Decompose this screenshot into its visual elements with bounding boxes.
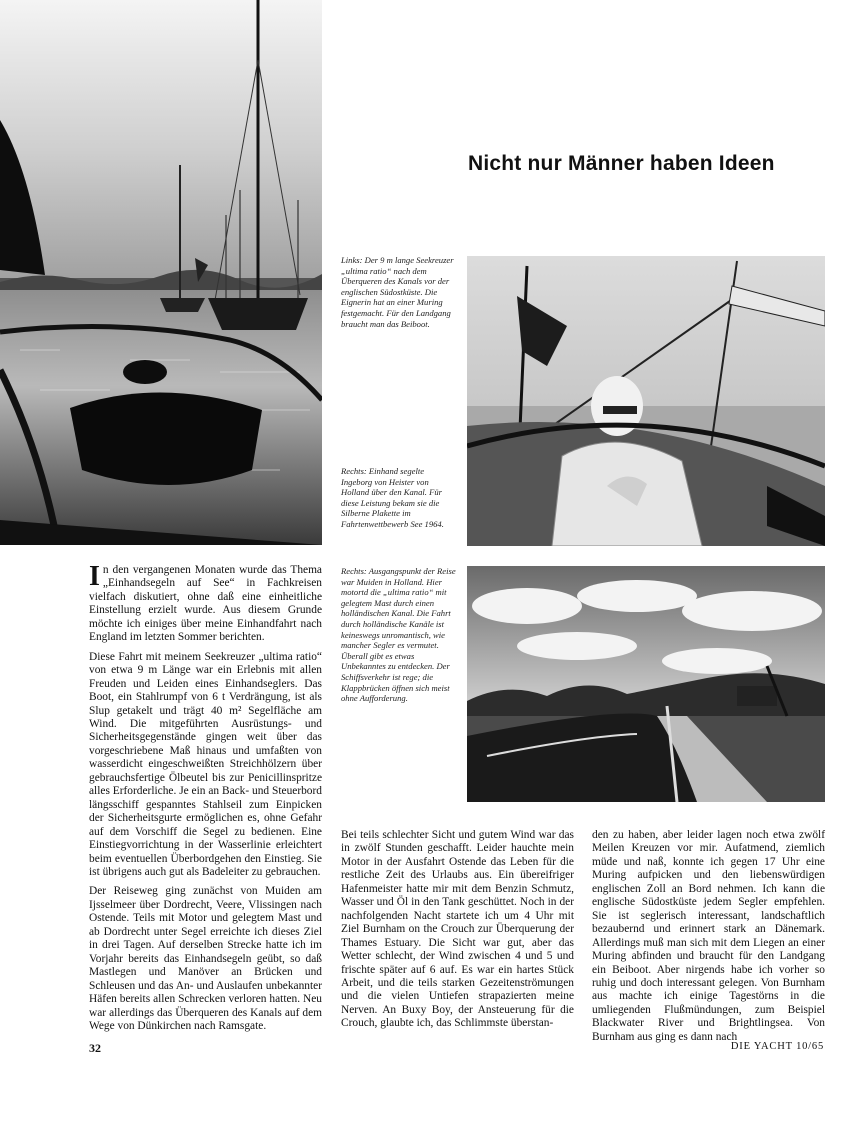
page-number: 32 <box>89 1041 101 1055</box>
sailor-portrait-photo <box>467 256 825 546</box>
article-paragraph: Diese Fahrt mit meinem Seekreuzer „ultima ratio“ von etwa 9 m Länge war ein Erlebnis mit allen Freuden und Leiden eines Einhandseglers. Das Boot, ein Stahlrumpf von 6 t Verdrängung, ist als Slup getakelt und trägt 40 m² Segelfläche am Wind. Die mitgeführten Ausrüstungs- und Sicherheitsgegenstände gingen weit über das vorgeschriebene Maß hinaus und umfaßten von wasserdicht eingeschweißten Streichhölzern über gebrauchsfertige Ölbeutel bis zur Penicillinspritze alles Erforderliche. Je ein an Back- und Steuerbord längsschiff gespanntes Stahlseil zum Einpicken der Sicherheitsgurte ermöglichen es, ohne Gefahr auf dem Vorschiff die Segel zu bedienen. Eine Einstiegvorrichtung in der Wasserlinie erleichtert beim eventuellen Überbordgehen den Einstieg. Sie ist übrigens auch gut als Badeleiter zu gebrauchen. <box>89 650 322 878</box>
canal-photo <box>467 566 825 802</box>
article-column-left <box>89 561 322 1039</box>
harbor-photo <box>0 0 322 545</box>
drop-cap: I <box>89 561 100 592</box>
article-paragraph: Bei teils schlechter Sicht und gutem Wind war das in zwölf Stunden geschafft. Leider hauchte mein Motor in der Ausfahrt Ostende das Leben für die restliche Zeit des Urlaubs aus. Ein übereifriger Hafenmeister hatte mir mit dem Benzin Schmutz, Wasser und Öl in den Tank geschüttet. Noch in der nachfolgenden Nacht startete ich um 4 Uhr mit Ziel Burnham on the Crouch zur Überquerung der Thames Estuary. Die Sicht war gut, aber das Wetter schlecht, der Wind zwischen 4 und 5 und frischte später auf 6 auf. Es war ein hartes Stück Arbeit, und die teils starken Gezeitenströmungen und die vielen Untiefen strapazierten meine Nerven. An Buxy Boy, der Ansteuerung für die Crouch, glaubte ich, das Schlimmste überstan- <box>341 829 574 1030</box>
article-paragraph: den zu haben, aber leider lagen noch etwa zwölf Meilen Kreuzen vor mir. Aufatmend, ziemlich müde und naß, konnte ich gegen 17 Uhr eine Muring aufpicken und den liebenswürdigen englischen Zoll an Bord nehmen. Ich kann die englische Südostküste jedem Segler empfehlen. Sie ist seglerisch interessant, landschaftlich bezaubernd und erinnert stark an Dänemark. Allerdings muß man sich mit dem Liegen an einer Muring abfinden und braucht für den Landgang ein Beiboot. Aber nirgends habe ich vorher so ruhig und doch interessant gelegen. Von Burnham aus machte ich einige Tagestörns in die umliegenden Flußmündungen, zum Beispiel Blackwater River und Brightlingsea. Von Burnham aus ging es dann nach <box>592 829 825 1043</box>
article-column-middle <box>341 829 574 1037</box>
article-paragraph: Der Reiseweg ging zunächst von Muiden am Ijsselmeer über Dordrecht, Veere, Vlissingen nach Ostende. Teils mit Motor und gelegtem Mast und ab Dordrecht unter Segel erreichte ich dieses Ziel in drei Tagen. Auf derselben Strecke hatte ich im Vorjahr bereits das Einhandsegeln geübt, so daß Mastlegen und Manöver an Brücken und Schleusen und das An- und Auslaufen unbekannter Häfen bereits allen Schrecken verloren hatten. Neu war allerdings das Überqueren des Kanals auf dem Wege von Dünkirchen nach Ramsgate. <box>89 885 322 1032</box>
article-headline: Nicht nur Männer haben Ideen <box>468 152 775 175</box>
article-column-right <box>592 829 825 1050</box>
photo-caption-canal: Rechts: Ausgangspunkt der Reise war Muiden in Holland. Hier motortd die „ultima ratio“ mit gelegtem Mast durch einen holländischen Kanal. Die Fahrt durch holländische Kanäle ist keineswegs unromantisch, wie mancher Segler es vermutet. Überall gibt es etwas Unbekanntes zu entdecken. Der Schiffsverkehr ist rege; die Klappbrücken öffnen sich meist ohne Aufforderung. <box>341 566 456 704</box>
magazine-issue: DIE YACHT 10/65 <box>730 1041 824 1052</box>
photo-caption-left: Links: Der 9 m lange Seekreuzer „ultima ratio“ nach dem Überqueren des Kanals vor der englischen Südostküste. Die Eignerin hat an einer Muring festgemacht. Für den Landgang braucht man das Beiboot. <box>341 255 454 329</box>
photo-caption-right: Rechts: Einhand segelte Ingeborg von Heister von Holland über den Kanal. Für diese Leistung bekam sie die Silberne Plakette im Fahrtenwettbewerb See 1964. <box>341 466 444 529</box>
article-paragraph-text: n den vergangenen Monaten wurde das Thema „Einhandsegeln auf See“ in Fachkreisen vielfach diskutiert, ohne daß eine einheitliche Einstellung erzielt wurde. Aus diesem Grunde möchte ich einiges über meine Einhandfahrt nach England im letzten Sommer berichten. <box>89 564 322 644</box>
article-paragraph <box>89 561 322 645</box>
